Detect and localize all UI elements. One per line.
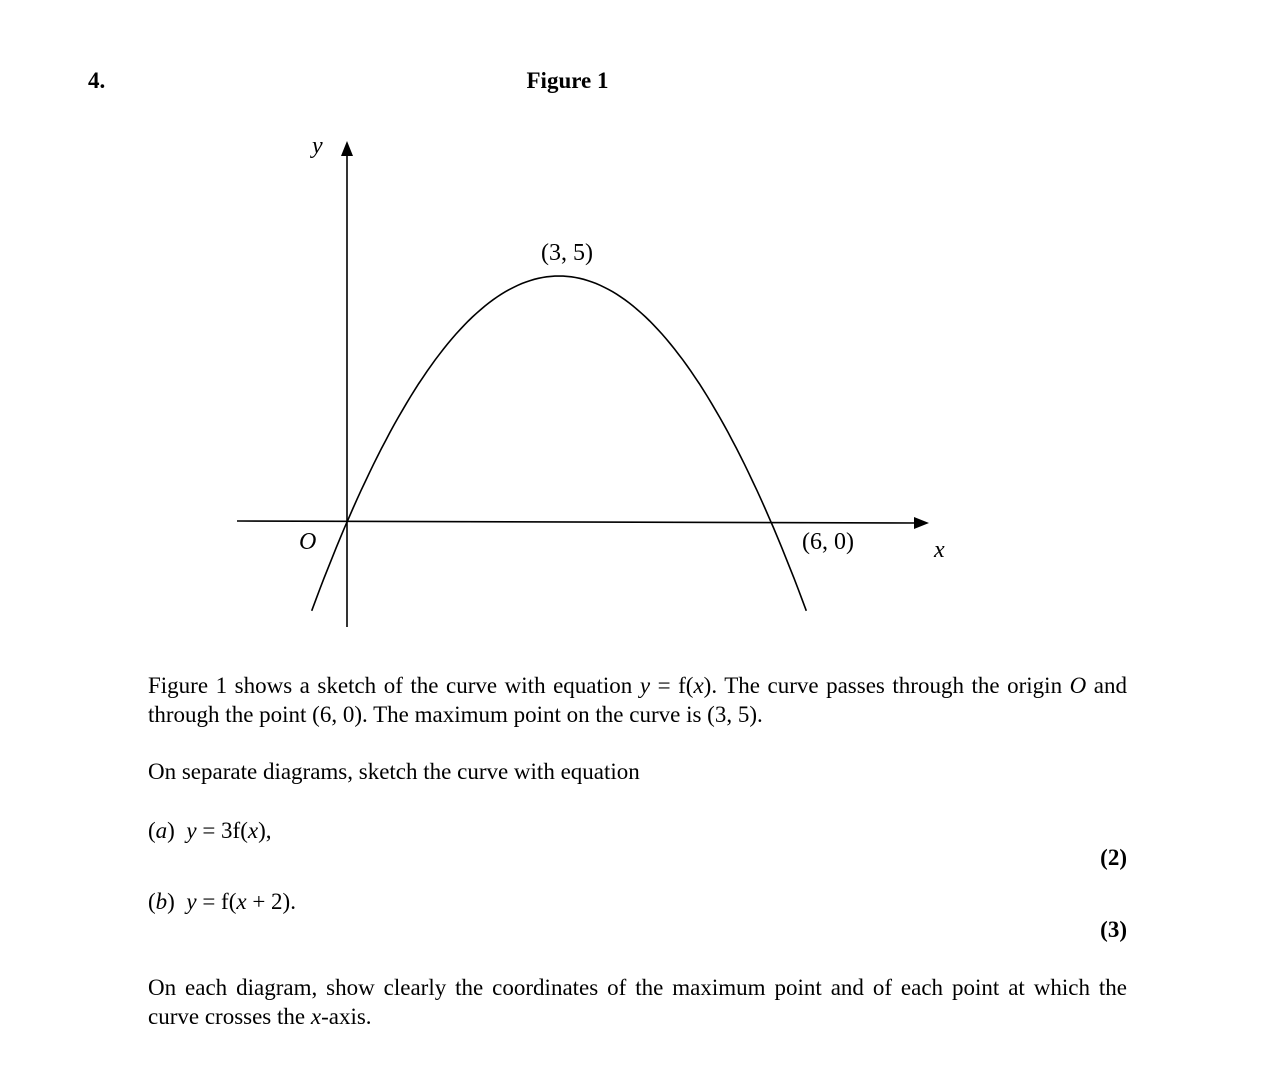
part-a: (a) y = 3f(x),: [148, 818, 272, 843]
maximum-point-label: (3, 5): [541, 240, 593, 266]
question-intro-paragraph: Figure 1 shows a sketch of the curve with equation y = f(x). The curve passes through the origin O and through the point (6, 0). The maximum point on the curve is (3, 5).: [148, 673, 1127, 727]
x-axis-arrowhead: [914, 517, 929, 529]
x-intercept-label: (6, 0): [802, 529, 854, 555]
closing-paragraph: On each diagram, show clearly the coordinates of the maximum point and of each point at which the curve crosses the x-axis.: [148, 975, 1127, 1029]
part-b: (b) y = f(x + 2).: [148, 889, 296, 914]
y-axis-label: y: [312, 133, 323, 159]
x-axis-label: x: [934, 537, 945, 563]
figure-title: Figure 1: [526, 68, 609, 93]
x-axis: [237, 521, 918, 523]
part-b-marks: (3): [1100, 917, 1127, 942]
curve-y-equals-f-of-x: [312, 276, 807, 611]
y-axis-arrowhead: [341, 141, 353, 156]
instruction-paragraph: On separate diagrams, sketch the curve with equation: [148, 759, 640, 784]
origin-label: O: [299, 529, 317, 555]
question-number: 4.: [88, 68, 106, 93]
part-a-marks: (2): [1100, 845, 1127, 870]
